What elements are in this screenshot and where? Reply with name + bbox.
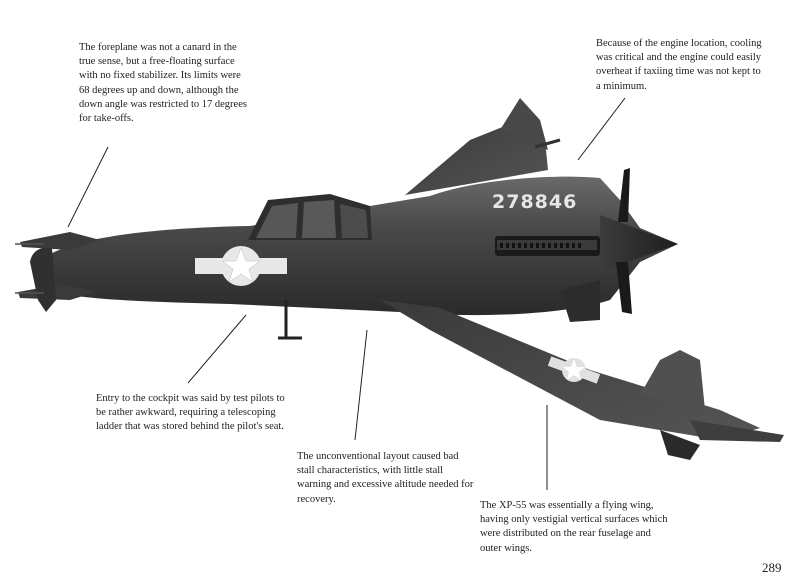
leader-line-engine bbox=[578, 98, 625, 160]
leader-line-entry bbox=[188, 315, 246, 383]
page-number: 289 bbox=[762, 560, 782, 575]
leader-line-layout bbox=[355, 330, 367, 440]
propeller-blade-top bbox=[618, 168, 630, 222]
caption-stall-characteristics: The unconventional layout caused bad stall characteristics, with little stall warning and excessive altitude needed for recovery. bbox=[297, 451, 474, 505]
caption-engine-cooling: Because of the engine location, cooling was critical and the engine could easily overheat if taxiing time was not kept to a minimum. bbox=[596, 38, 762, 92]
propeller-spinner bbox=[600, 215, 678, 272]
caption-cockpit-entry: Entry to the cockpit was said by test pilots to be rather awkward, requiring a telescoping ladder that was stored behind the pilot's seat. bbox=[96, 393, 285, 433]
caption-flying-wing: The XP-55 was essentially a flying wing, having only vestigial vertical surfaces which were distributed on the rear fuselage and outer wings. bbox=[480, 500, 668, 554]
caption-foreplane: The foreplane was not a canard in the true sense, but a free-floating surface with no fixed stabilizer. Its limits were 68 degrees up and down, although the down angle was restricted to 17 degrees for take-offs. bbox=[79, 42, 247, 125]
aircraft-serial-number: 278846 bbox=[492, 191, 578, 213]
leader-line-foreplane bbox=[68, 147, 108, 227]
